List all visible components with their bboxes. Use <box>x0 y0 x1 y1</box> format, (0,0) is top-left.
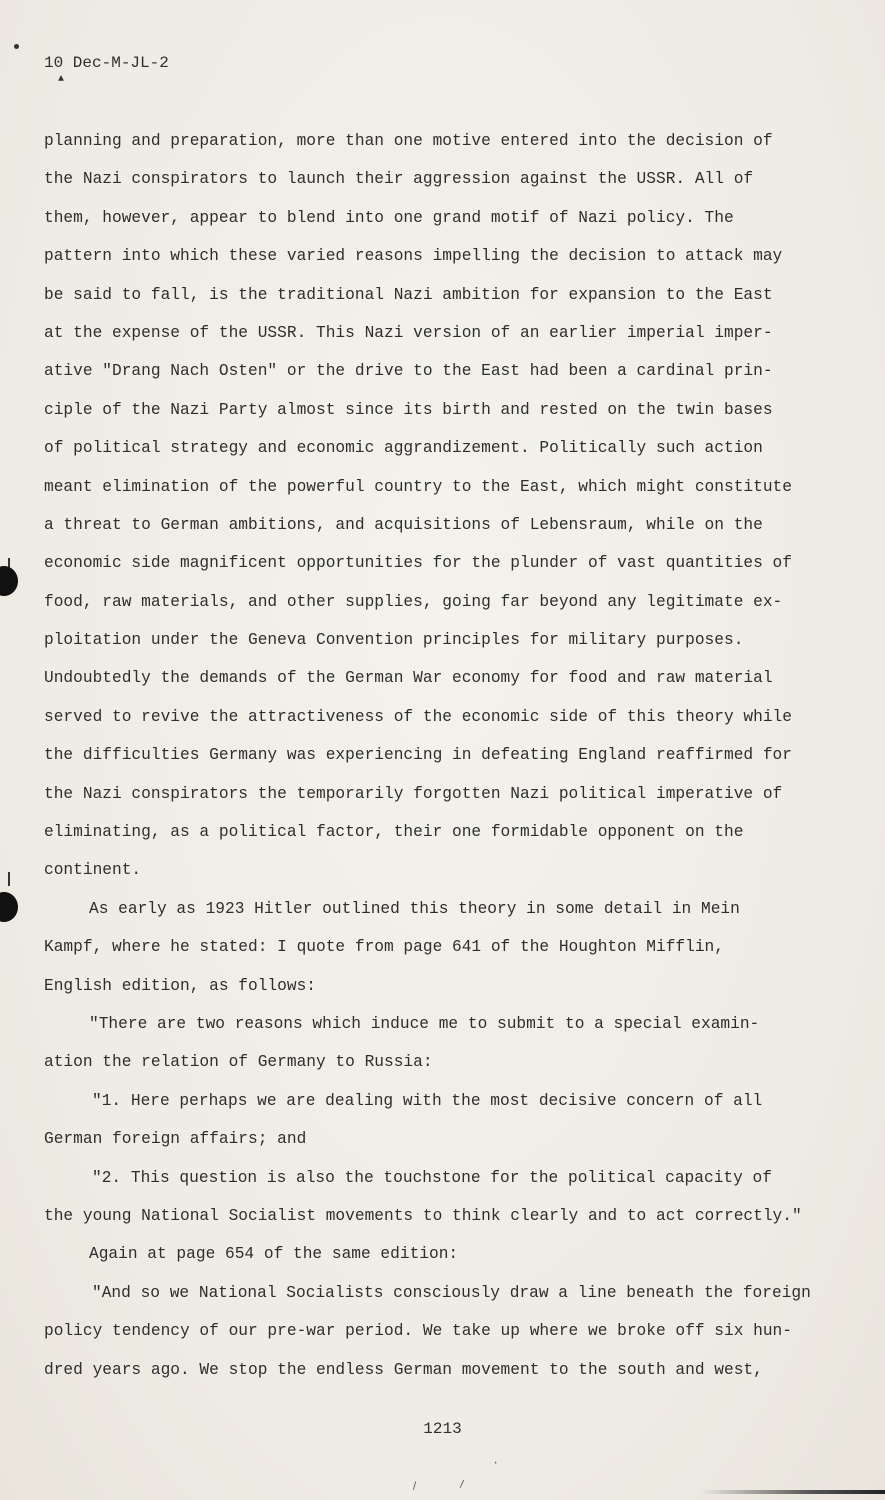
text-line: the Nazi conspirators the temporarily forgotten Nazi political imperative of <box>44 784 783 803</box>
text-line: ploitation under the Geneva Convention principles for military purposes. <box>44 631 744 650</box>
text-line: planning and preparation, more than one motive entered into the decision of <box>44 132 773 150</box>
quote-line: the young National Socialist movements to think clearly and to act correctly." <box>44 1206 802 1225</box>
text-line: the Nazi conspirators to launch their aggression against the USSR. All of <box>44 170 754 189</box>
text-line: meant elimination of the powerful country to the East, which might constitute <box>44 477 792 496</box>
text-line: English edition, as follows: <box>44 976 316 995</box>
punch-hole <box>0 566 18 596</box>
quote-line: "2. This question is also the touchstone for the political capacity of <box>92 1168 772 1187</box>
text-line: Again at page 654 of the same edition: <box>89 1245 459 1264</box>
ink-smudge: · <box>492 1456 500 1470</box>
text-line: pattern into which these varied reasons impelling the decision to attack may <box>44 247 783 266</box>
caret-mark: ▲ <box>58 74 65 85</box>
document-reference: 10 Dec-M-JL-2 <box>44 54 169 72</box>
text-line: economic side magnificent opportunities for the plunder of vast quantities of <box>44 554 792 573</box>
text-line: a threat to German ambitions, and acquisitions of Lebensraum, while on the <box>44 515 763 534</box>
ink-smudge: ⸝ <box>404 1472 423 1495</box>
text-line: them, however, appear to blend into one grand motif of Nazi policy. The <box>44 208 734 227</box>
text-line: ciple of the Nazi Party almost since its birth and rested on the twin bases <box>44 400 773 419</box>
text-line: of political strategy and economic aggrandizement. Politically such action <box>44 439 763 458</box>
punch-hole <box>0 892 18 922</box>
quote-line: ation the relation of Germany to Russia: <box>44 1053 433 1072</box>
quote-line: "1. Here perhaps we are dealing with the most decisive concern of all <box>92 1091 763 1110</box>
text-line: be said to fall, is the traditional Nazi ambition for expansion to the East <box>44 285 773 304</box>
quote-line: policy tendency of our pre-war period. We take up where we broke off six hun- <box>44 1322 792 1341</box>
text-line: continent. <box>44 861 142 880</box>
text-line: the difficulties Germany was experiencing in defeating England reaffirmed for <box>44 746 792 765</box>
quote-line: "There are two reasons which induce me to submit to a special examin- <box>89 1014 760 1033</box>
text-line: Undoubtedly the demands of the German War economy for food and raw material <box>44 669 773 688</box>
quote-line: German foreign affairs; and <box>44 1130 307 1149</box>
body-text <box>44 122 824 1389</box>
ink-smudge: ⸝ <box>453 1470 469 1493</box>
quote-line: "And so we National Socialists consciously draw a line beneath the foreign <box>92 1283 811 1302</box>
scan-edge-mark <box>700 1490 885 1494</box>
text-line: served to revive the attractiveness of the economic side of this theory while <box>44 707 792 726</box>
ink-dot-mark <box>14 44 19 49</box>
quote-line: dred years ago. We stop the endless German movement to the south and west, <box>44 1360 763 1379</box>
page-number: 1213 <box>423 1420 462 1438</box>
text-line: ative "Drang Nach Osten" or the drive to the East had been a cardinal prin- <box>44 362 773 381</box>
text-line: at the expense of the USSR. This Nazi version of an earlier imperial imper- <box>44 323 773 342</box>
text-line: As early as 1923 Hitler outlined this theory in some detail in Mein <box>89 899 740 918</box>
margin-tick-mark <box>8 872 10 886</box>
text-line: eliminating, as a political factor, their one formidable opponent on the <box>44 823 744 842</box>
text-line: food, raw materials, and other supplies, going far beyond any legitimate ex- <box>44 592 783 611</box>
text-line: Kampf, where he stated: I quote from page 641 of the Houghton Mifflin, <box>44 938 724 957</box>
